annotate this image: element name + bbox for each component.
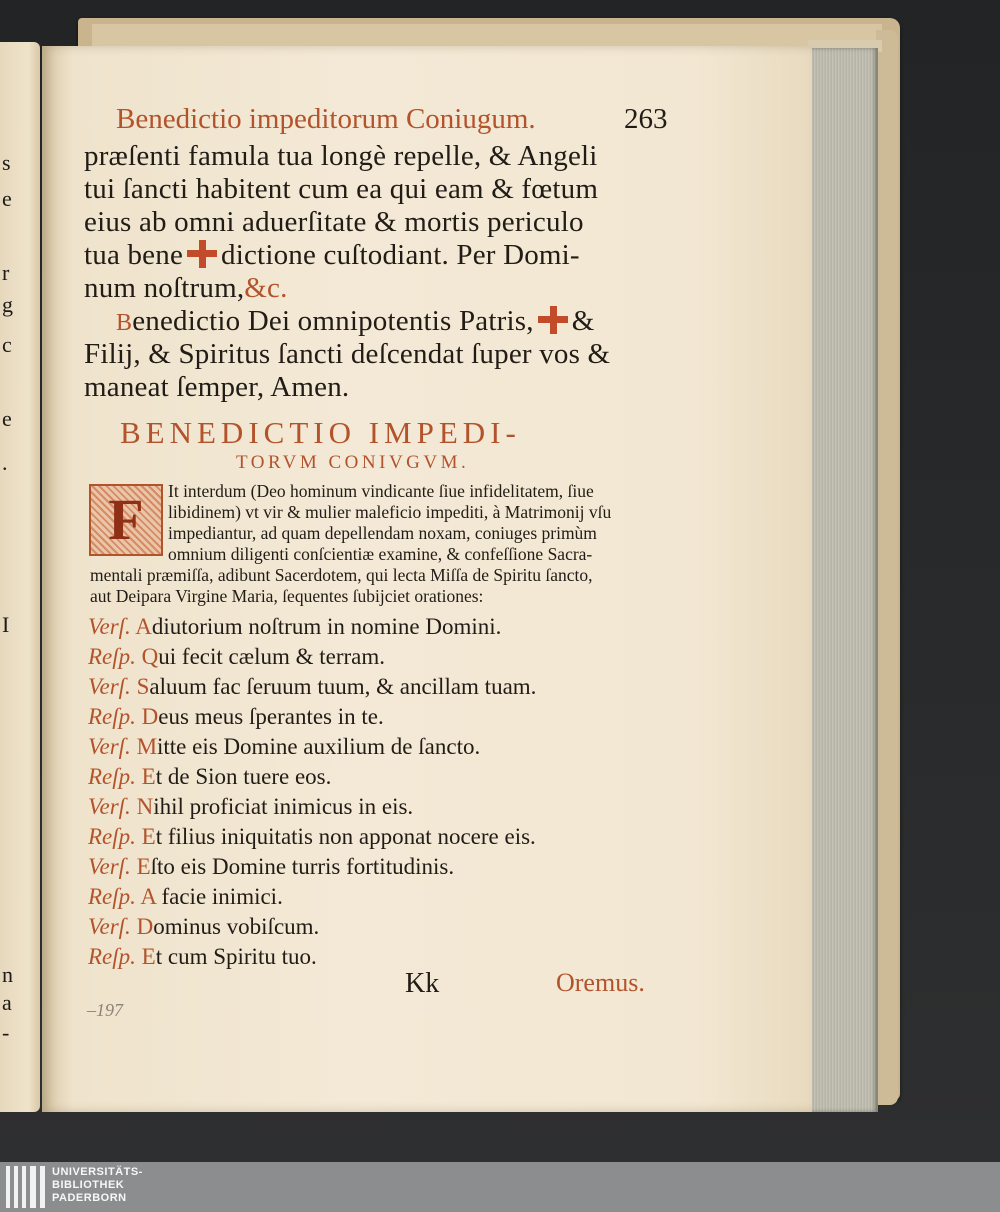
- versicle-line: [88, 794, 413, 820]
- versicle-initial: S: [136, 674, 150, 699]
- response-text: ui fecit cælum & terram.: [158, 644, 386, 669]
- edge-char: n: [2, 962, 13, 987]
- response-initial: E: [141, 824, 156, 849]
- edge-char: r: [2, 260, 10, 285]
- versicle-text: aluum fac ſeruum tuum, & ancillam tuam.: [149, 674, 537, 699]
- page-number: 263: [624, 103, 668, 135]
- response-text: t de Sion tuere eos.: [155, 764, 332, 789]
- edge-char: -: [2, 1020, 10, 1045]
- logo-line: PADERBORN: [52, 1192, 127, 1204]
- text-line: Filij, & Spiritus ſancti deſcendat ſuper vos &: [84, 338, 611, 370]
- response-line: [88, 944, 317, 970]
- intro-line: libidinem) vt vir & mulier maleficio impediti, à Matrimonij vſu: [168, 502, 612, 522]
- edge-char: c: [2, 332, 12, 357]
- logo-line: UNIVERSITÄTS-: [52, 1166, 143, 1178]
- intro-line: impediantur, ad quam depellendam noxam, coniuges primùm: [168, 523, 597, 543]
- intro-line: It interdum (Deo hominum vindicante ſiue infidelitatem, ſiue: [168, 481, 594, 501]
- response-line: [88, 644, 385, 670]
- intro-line: mentali præmiſſa, adibunt Sacerdotem, qui lecta Miſſa de Spiritu ſancto,: [90, 565, 593, 585]
- intro-line: aut Deipara Virgine Maria, ſequentes ſubijciet orationes:: [90, 586, 484, 606]
- text-line: maneat ſemper, Amen.: [84, 371, 350, 403]
- versicle-label: Verſ.: [88, 854, 131, 879]
- cover-fore-edge: [876, 30, 898, 1105]
- page-block-fore-edge: [808, 48, 878, 1112]
- response-text: facie inimici.: [155, 884, 283, 909]
- response-text: t filius iniquitatis non apponat nocere eis.: [155, 824, 536, 849]
- response-initial: E: [141, 764, 156, 789]
- logo-line: BIBLIOTHEK: [52, 1179, 125, 1191]
- versicle-label: Verſ.: [88, 794, 131, 819]
- rubric-initial: B: [116, 310, 133, 336]
- intro-line: omnium diligenti conſcientiæ examine, & confeſſione Sacra-: [168, 544, 593, 564]
- section-heading: BENEDICTIO IMPEDI-: [120, 415, 521, 450]
- versicle-initial: N: [136, 794, 154, 819]
- response-initial: E: [141, 944, 156, 969]
- versicle-line: [88, 614, 501, 640]
- edge-char: I: [2, 612, 10, 637]
- versicle-initial: D: [136, 914, 154, 939]
- catchword: Oremus.: [556, 968, 645, 997]
- text-segment: tua bene: [84, 239, 184, 271]
- versicle-text: ihil proficiat inimicus in eis.: [153, 794, 414, 819]
- versicle-line: [88, 734, 480, 760]
- versicle-initial: E: [136, 854, 151, 879]
- response-label: Reſp.: [88, 644, 136, 669]
- decorated-initial: [89, 484, 163, 556]
- library-logo-text: [52, 1166, 143, 1205]
- response-line: [88, 824, 536, 850]
- response-initial: Q: [141, 644, 159, 669]
- versicle-label: Verſ.: [88, 674, 131, 699]
- facing-page-text-fragments: [2, 42, 32, 1112]
- library-footer-bar: [0, 1162, 1000, 1212]
- versicle-line: [88, 674, 536, 700]
- versicle-label: Verſ.: [88, 614, 131, 639]
- response-initial: D: [141, 704, 159, 729]
- versicle-text: ominus vobiſcum.: [153, 914, 320, 939]
- response-text: t cum Spiritu tuo.: [155, 944, 317, 969]
- versicle-line: [88, 914, 319, 940]
- response-label: Reſp.: [88, 884, 136, 909]
- library-logo-icon: [6, 1166, 46, 1208]
- cross-icon: [538, 306, 568, 334]
- response-text: eus meus ſperantes in te.: [158, 704, 384, 729]
- response-initial: A: [140, 884, 156, 909]
- drop-cap-letter: F: [108, 487, 144, 552]
- text-segment: enedictio Dei omnipotentis Patris,: [132, 305, 534, 337]
- text-line: præſenti famula tua longè repelle, & Angeli: [84, 140, 598, 172]
- etcetera-rubric: &c.: [244, 272, 288, 304]
- signature-mark: Kk: [405, 968, 440, 999]
- text-segment: dictione cuſtodiant. Per Domi-: [221, 239, 580, 271]
- text-line: [116, 305, 594, 338]
- versicle-label: Verſ.: [88, 914, 131, 939]
- text-segment: &: [571, 305, 595, 337]
- cross-icon: [187, 240, 217, 268]
- response-label: Reſp.: [88, 824, 136, 849]
- response-line: [88, 884, 283, 910]
- text-line: eius ab omni aduerſitate & mortis periculo: [84, 206, 584, 238]
- section-subheading: TORVM CONIVGVM.: [236, 452, 470, 473]
- edge-char: g: [2, 292, 13, 317]
- response-label: Reſp.: [88, 704, 136, 729]
- edge-char: .: [2, 450, 8, 475]
- versicle-initial: M: [136, 734, 158, 759]
- text-segment: num noſtrum,: [84, 272, 245, 304]
- response-label: Reſp.: [88, 944, 136, 969]
- edge-char: e: [2, 186, 12, 211]
- response-label: Reſp.: [88, 764, 136, 789]
- running-title: Benedictio impeditorum Coniugum.: [116, 103, 536, 135]
- versicle-label: Verſ.: [88, 734, 131, 759]
- text-line: [84, 239, 580, 272]
- text-line: tui ſancti habitent cum ea qui eam & fœtum: [84, 173, 599, 205]
- text-line: [84, 272, 288, 305]
- response-line: [88, 764, 331, 790]
- facing-page-edge: [0, 42, 40, 1112]
- versicle-initial: A: [135, 614, 152, 639]
- edge-char: a: [2, 990, 12, 1015]
- versicle-text: itte eis Domine auxilium de ſancto.: [157, 734, 481, 759]
- edge-char: e: [2, 406, 12, 431]
- pencil-annotation: –197: [87, 1000, 123, 1020]
- versicle-text: ſto eis Domine turris fortitudinis.: [150, 854, 455, 879]
- edge-char: s: [2, 150, 11, 175]
- versicle-text: diutorium noſtrum in nomine Domini.: [151, 614, 502, 639]
- response-line: [88, 704, 384, 730]
- versicle-line: [88, 854, 454, 880]
